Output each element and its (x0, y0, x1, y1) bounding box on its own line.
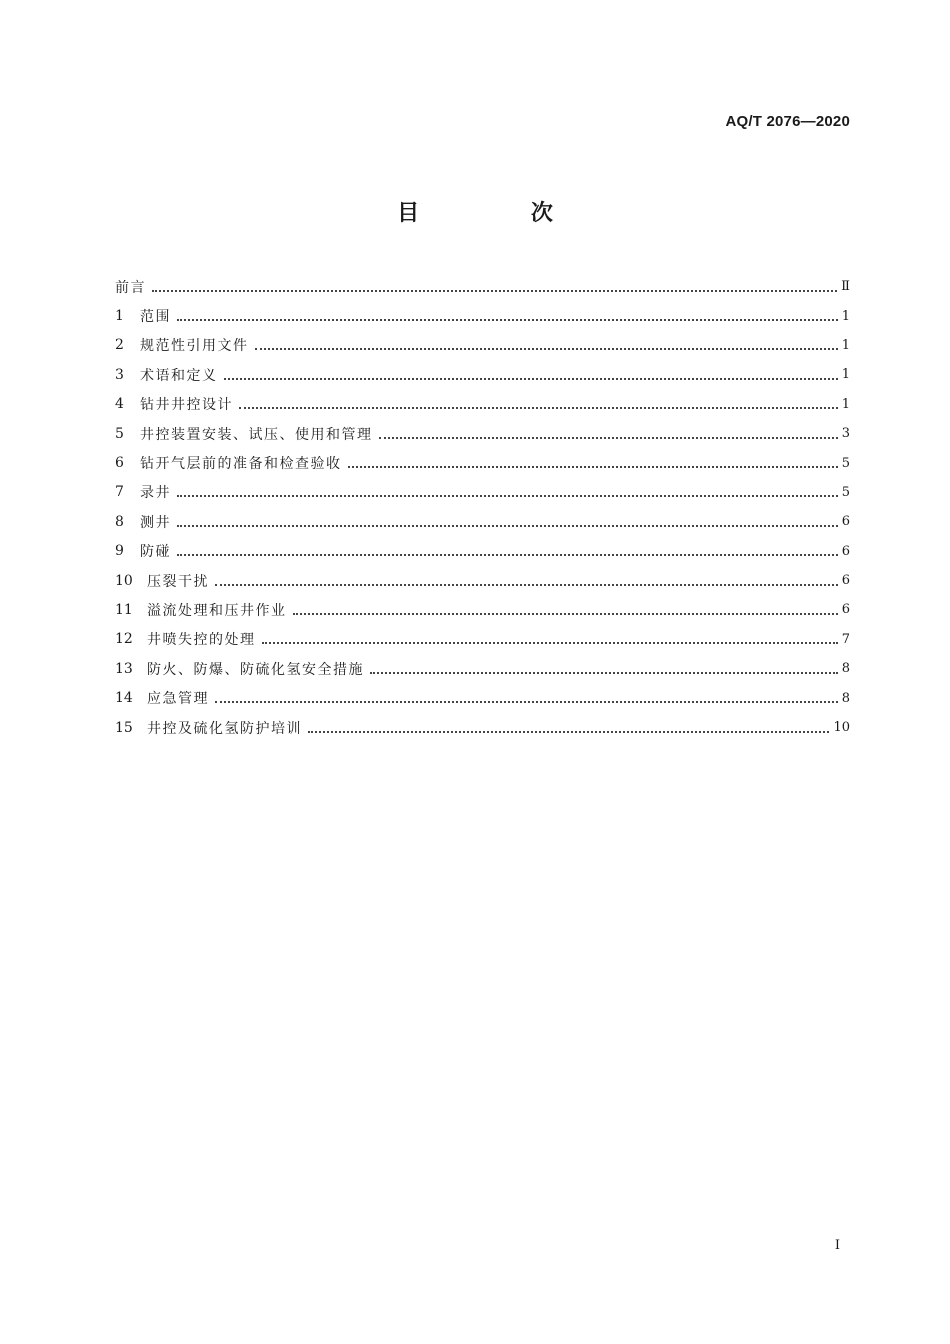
toc-entry-page: 8 (841, 690, 850, 706)
toc-entry-page: 6 (841, 514, 850, 530)
toc-entry-9[interactable] (115, 537, 850, 566)
toc-entry-title: 井控装置安装、试压、使用和管理 (140, 426, 373, 443)
toc-entry-7[interactable] (115, 478, 850, 507)
dot-leader (293, 599, 838, 615)
dot-leader (308, 717, 829, 733)
toc-entry-page: 5 (841, 455, 850, 471)
toc-entry-number: 8 (115, 513, 124, 530)
toc-entry-number: 2 (115, 337, 124, 354)
toc-entry-number: 3 (115, 366, 124, 383)
toc-entry-14[interactable] (115, 683, 850, 712)
toc-entry-page: 10 (833, 720, 850, 736)
toc-entry-page: 6 (841, 543, 850, 559)
toc-entry-4[interactable] (115, 390, 850, 419)
toc-entry-5[interactable] (115, 419, 850, 448)
toc-entry-number: 10 (115, 572, 133, 589)
dot-leader (177, 540, 838, 556)
standard-code: AQ/T 2076—2020 (725, 113, 850, 130)
toc-entry-title: 钻开气层前的准备和检查验收 (140, 456, 342, 473)
toc-entry-title: 应急管理 (147, 691, 209, 708)
toc-entry-page: Ⅱ (841, 279, 850, 295)
dot-leader (177, 305, 838, 321)
dot-leader (379, 423, 838, 439)
dot-leader (177, 511, 838, 527)
toc-entry-number: 14 (115, 690, 133, 707)
toc-entry-number: 1 (115, 308, 124, 325)
toc-entry-page: 1 (841, 308, 850, 324)
toc-entry-title: 钻井井控设计 (140, 397, 233, 414)
toc-entry-title: 术语和定义 (140, 367, 218, 384)
toc-entry-15[interactable] (115, 713, 850, 742)
dot-leader (177, 481, 838, 497)
toc-entry-title: 防火、防爆、防硫化氢安全措施 (147, 661, 364, 678)
dot-leader (255, 334, 838, 350)
toc-entry-3[interactable] (115, 360, 850, 389)
toc-entry-number: 12 (115, 631, 133, 648)
toc-entry-number: 5 (115, 425, 124, 442)
toc-entry-title: 录井 (140, 485, 171, 502)
toc-entry-title: 压裂干扰 (147, 573, 209, 590)
toc-entry-title: 前言 (115, 279, 146, 296)
toc-entry-11[interactable] (115, 595, 850, 624)
dot-leader (262, 628, 838, 644)
toc-entry-page: 6 (841, 602, 850, 618)
toc-entry-page: 1 (841, 337, 850, 353)
toc-entry-12[interactable] (115, 625, 850, 654)
toc-entry-title: 井喷失控的处理 (147, 632, 256, 649)
toc-entry-2[interactable] (115, 331, 850, 360)
toc-entry-number: 13 (115, 660, 133, 677)
dot-leader (239, 393, 838, 409)
table-of-contents (115, 272, 850, 742)
toc-entry-page: 8 (841, 661, 850, 677)
toc-entry-title: 范围 (140, 309, 171, 326)
dot-leader (224, 364, 838, 380)
toc-entry-title: 井控及硫化氢防护培训 (147, 720, 302, 737)
toc-entry-foreword[interactable] (115, 272, 850, 301)
toc-entry-page: 3 (841, 426, 850, 442)
dot-leader (348, 452, 838, 468)
toc-entry-10[interactable] (115, 566, 850, 595)
toc-entry-number: 4 (115, 396, 124, 413)
footer-page-number: I (834, 1238, 840, 1253)
dot-leader (370, 658, 838, 674)
toc-entry-8[interactable] (115, 507, 850, 536)
toc-entry-title: 测井 (140, 514, 171, 531)
dot-leader (215, 687, 838, 703)
toc-entry-number: 15 (115, 719, 133, 736)
toc-entry-page: 1 (841, 367, 850, 383)
dot-leader (152, 276, 837, 292)
toc-entry-title: 防碰 (140, 544, 171, 561)
dot-leader (215, 570, 838, 586)
toc-entry-number: 7 (115, 484, 124, 501)
toc-entry-page: 5 (841, 484, 850, 500)
toc-entry-number: 9 (115, 543, 124, 560)
toc-entry-page: 6 (841, 573, 850, 589)
toc-entry-1[interactable] (115, 301, 850, 330)
toc-entry-number: 11 (115, 601, 133, 618)
toc-entry-page: 7 (841, 631, 850, 647)
toc-entry-title: 规范性引用文件 (140, 338, 249, 355)
toc-entry-number: 6 (115, 455, 124, 472)
page-title: 目 次 (397, 201, 605, 226)
toc-entry-6[interactable] (115, 448, 850, 477)
toc-entry-title: 溢流处理和压井作业 (147, 602, 287, 619)
toc-entry-page: 1 (841, 396, 850, 412)
toc-entry-13[interactable] (115, 654, 850, 683)
